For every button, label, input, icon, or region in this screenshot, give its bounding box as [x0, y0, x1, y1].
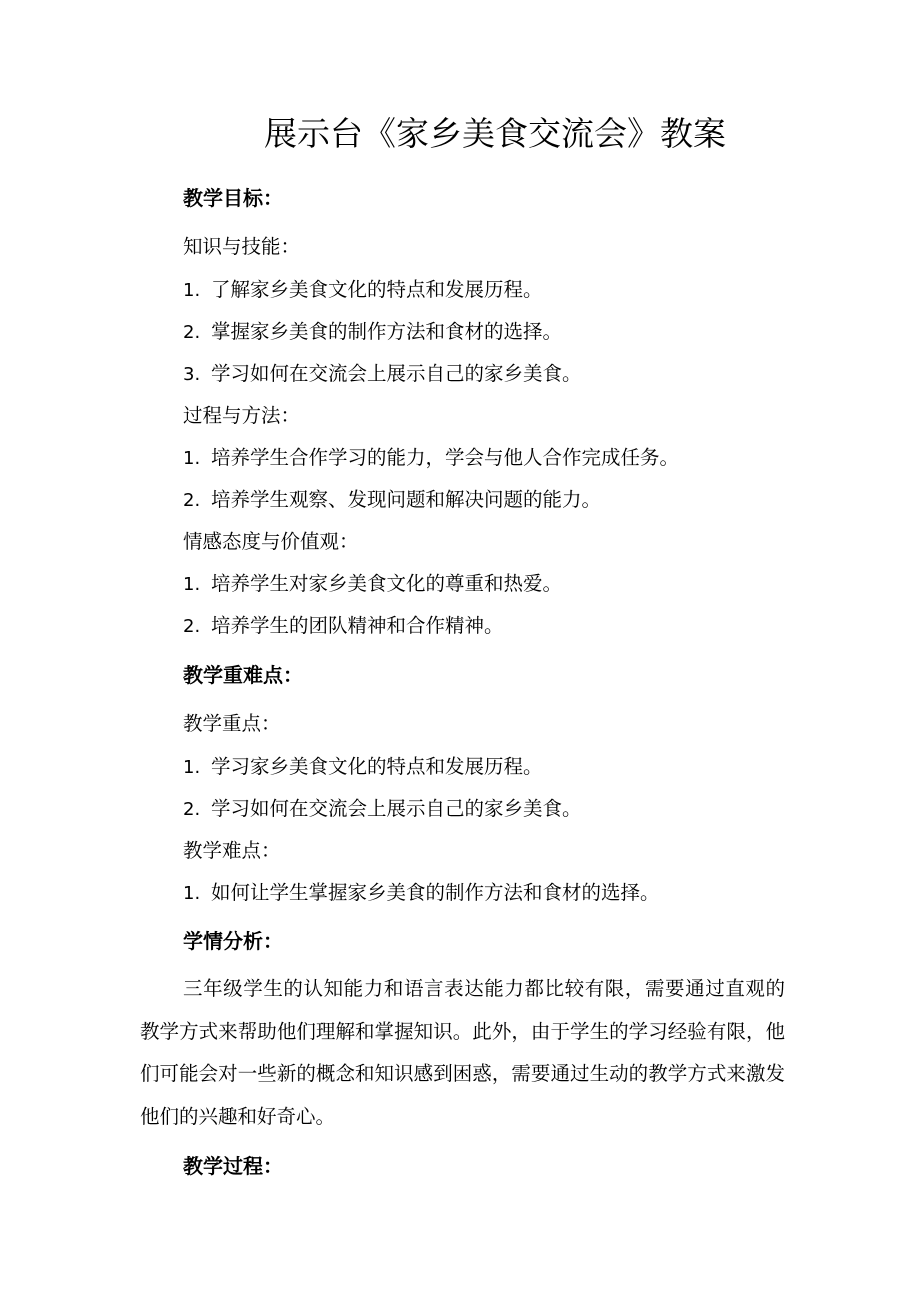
list-item-number: 1.	[183, 280, 201, 301]
list-item-text: 培养学生的团队精神和合作精神。	[211, 614, 504, 637]
list-item-text: 培养学生观察、发现问题和解决问题的能力。	[211, 488, 602, 511]
list-item-text: 学习家乡美食文化的特点和发展历程。	[211, 755, 543, 778]
section-heading-objectives: 教学目标：	[183, 186, 283, 210]
subheading-emotion: 情感态度与价值观：	[183, 530, 359, 553]
subheading-process: 过程与方法：	[183, 404, 301, 427]
list-item	[183, 444, 679, 473]
list-item-text: 如何让学生掌握家乡美食的制作方法和食材的选择。	[211, 881, 660, 904]
list-item-text: 掌握家乡美食的制作方法和食材的选择。	[211, 320, 563, 343]
subheading-difficulty: 教学难点：	[183, 839, 281, 862]
list-item	[183, 276, 543, 305]
document-title: 展示台《家乡美食交流会》教案	[264, 114, 726, 153]
list-item-text: 培养学生合作学习的能力，学会与他人合作完成任务。	[211, 446, 680, 469]
list-item-number: 1.	[183, 574, 201, 595]
list-item-text: 学习如何在交流会上展示自己的家乡美食。	[211, 797, 582, 820]
list-item	[183, 879, 660, 908]
list-item	[183, 753, 543, 782]
list-item-text: 学习如何在交流会上展示自己的家乡美食。	[211, 362, 582, 385]
section-heading-analysis: 学情分析：	[183, 929, 283, 953]
list-item-text: 了解家乡美食文化的特点和发展历程。	[211, 278, 543, 301]
subheading-focus: 教学重点：	[183, 712, 281, 735]
list-item-number: 2.	[183, 616, 201, 637]
list-item-number: 1.	[183, 448, 201, 469]
list-item-number: 1.	[183, 883, 201, 904]
list-item-number: 2.	[183, 490, 201, 511]
list-item-text: 培养学生对家乡美食文化的尊重和热爱。	[211, 572, 563, 595]
list-item-number: 2.	[183, 322, 201, 343]
list-item	[183, 612, 504, 641]
list-item	[183, 318, 562, 347]
section-heading-key-points: 教学重难点：	[183, 663, 303, 687]
list-item-number: 1.	[183, 757, 201, 778]
list-item	[183, 360, 582, 389]
list-item	[183, 486, 601, 515]
list-item-number: 2.	[183, 799, 201, 820]
subheading-knowledge: 知识与技能：	[183, 235, 301, 258]
list-item	[183, 795, 582, 824]
list-item	[183, 570, 562, 599]
analysis-paragraph: 三年级学生的认知能力和语言表达能力都比较有限，需要通过直观的教学方式来帮助他们理解和掌握知识。此外，由于学生的学习经验有限，他们可能会对一些新的概念和知识感到困惑，需要通过生动的教学方式来激发他们的兴趣和好奇心。	[140, 977, 785, 1128]
section-heading-process: 教学过程：	[183, 1154, 283, 1178]
list-item-number: 3.	[183, 364, 201, 385]
